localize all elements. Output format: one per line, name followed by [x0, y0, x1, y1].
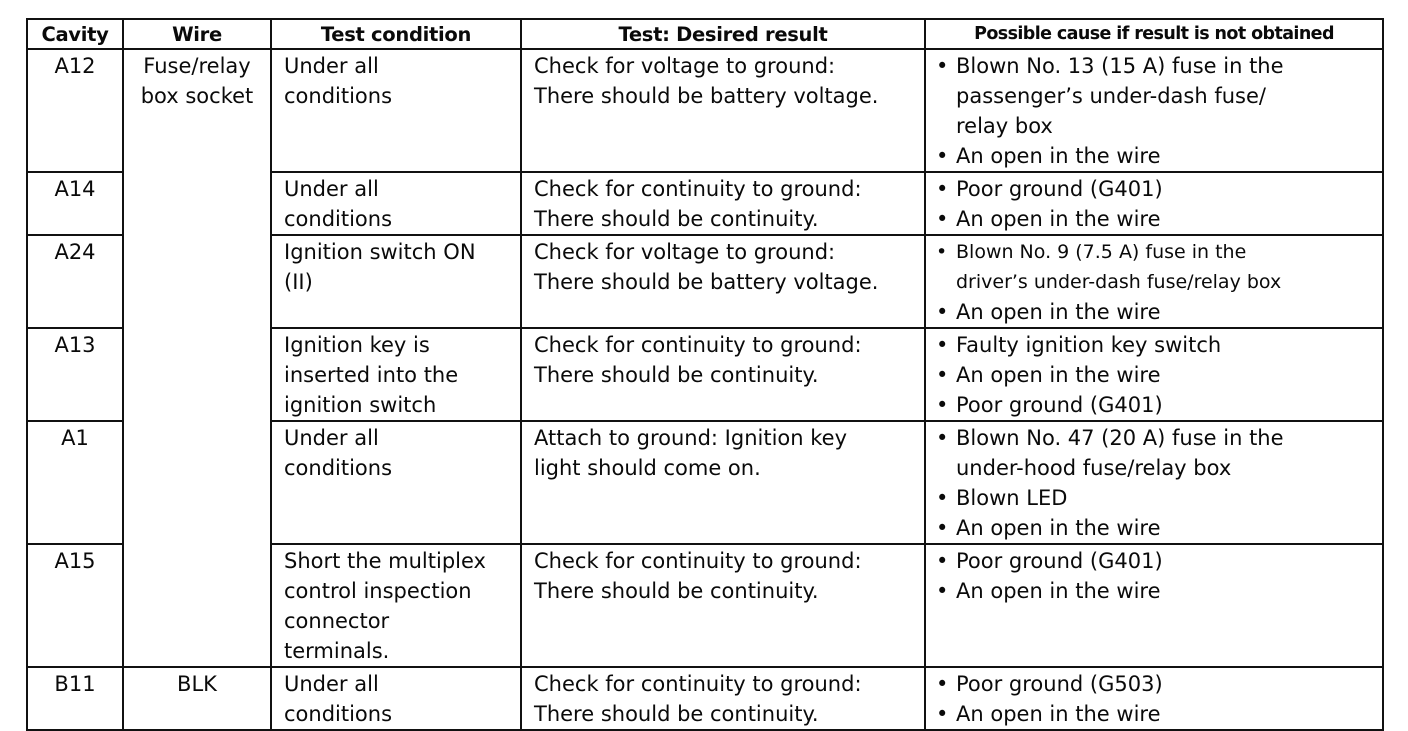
condition-cell — [271, 667, 521, 730]
cause-line — [932, 390, 1380, 420]
result-line: There should be battery voltage. — [534, 270, 879, 294]
cause-line — [932, 237, 1380, 267]
cause-line — [932, 81, 1380, 111]
table-row — [27, 49, 1383, 172]
cause-text: Blown No. 13 (15 A) fuse in the — [956, 54, 1284, 78]
condition-line: conditions — [284, 456, 393, 480]
wire-line: box socket — [140, 84, 254, 108]
cause-text: Poor ground (G401) — [956, 177, 1163, 201]
bullet-icon: • — [936, 426, 949, 450]
cause-line — [932, 576, 1380, 606]
cause-text: An open in the wire — [956, 207, 1161, 231]
result-cell — [521, 667, 925, 730]
condition-line: Under all — [284, 672, 379, 696]
condition-line: conditions — [284, 207, 393, 231]
condition-line: inserted into the — [284, 363, 459, 387]
table-row — [27, 667, 1383, 730]
condition-line: Short the multiplex — [284, 549, 486, 573]
condition-cell — [271, 172, 521, 235]
condition-cell — [271, 421, 521, 544]
result-line: There should be battery voltage. — [534, 84, 879, 108]
result-cell — [521, 544, 925, 667]
cause-line — [932, 546, 1380, 576]
troubleshooting-table — [26, 18, 1384, 731]
condition-cell — [271, 235, 521, 328]
result-line: Check for voltage to ground: — [534, 240, 836, 264]
result-line: There should be continuity. — [534, 579, 819, 603]
cause-line — [932, 669, 1380, 699]
bullet-icon: • — [936, 144, 949, 168]
cause-cell — [925, 544, 1383, 667]
cause-text: An open in the wire — [956, 363, 1161, 387]
cavity-cell: A13 — [27, 328, 123, 421]
cause-text: under-hood fuse/relay box — [956, 456, 1232, 480]
cause-text: passenger’s under-dash fuse/ — [956, 84, 1266, 108]
cavity-cell: A1 — [27, 421, 123, 544]
bullet-icon: • — [936, 516, 949, 540]
result-cell — [521, 235, 925, 328]
bullet-icon: • — [936, 672, 949, 696]
result-line: Check for continuity to ground: — [534, 333, 862, 357]
cause-text: An open in the wire — [956, 516, 1161, 540]
header-wire: Wire — [123, 19, 271, 49]
cause-line — [932, 360, 1380, 390]
bullet-icon: • — [936, 363, 949, 387]
condition-cell — [271, 544, 521, 667]
cause-cell — [925, 49, 1383, 172]
cause-text: driver’s under-dash fuse/relay box — [956, 271, 1282, 293]
bullet-icon: • — [936, 549, 949, 573]
bullet-icon: • — [936, 241, 948, 263]
cause-text: Poor ground (G503) — [956, 672, 1163, 696]
cause-text: An open in the wire — [956, 702, 1161, 726]
cause-line — [932, 699, 1380, 729]
condition-line: Ignition key is — [284, 333, 430, 357]
header-desired-result: Test: Desired result — [521, 19, 925, 49]
cause-cell — [925, 235, 1383, 328]
condition-line: Under all — [284, 177, 379, 201]
bullet-icon: • — [936, 207, 949, 231]
cause-text: Blown No. 9 (7.5 A) fuse in the — [956, 241, 1247, 263]
result-line: Check for continuity to ground: — [534, 549, 862, 573]
condition-line: (II) — [284, 270, 313, 294]
cause-text: An open in the wire — [956, 144, 1161, 168]
bullet-icon: • — [936, 300, 949, 324]
condition-line: terminals. — [284, 639, 390, 663]
cause-text: Poor ground (G401) — [956, 549, 1163, 573]
result-cell — [521, 421, 925, 544]
result-line: There should be continuity. — [534, 363, 819, 387]
bullet-icon: • — [936, 702, 949, 726]
cause-line — [932, 141, 1380, 171]
cause-text: Blown LED — [956, 486, 1068, 510]
cause-line — [932, 513, 1380, 543]
result-cell — [521, 49, 925, 172]
cause-line — [932, 330, 1380, 360]
header-possible-cause: Possible cause if result is not obtained — [925, 19, 1383, 49]
wire-line: Fuse/relay — [143, 54, 251, 78]
condition-line: Under all — [284, 426, 379, 450]
header-test-condition: Test condition — [271, 19, 521, 49]
result-line: There should be continuity. — [534, 207, 819, 231]
cause-line — [932, 111, 1380, 141]
condition-line: Ignition switch ON — [284, 240, 476, 264]
cause-cell — [925, 421, 1383, 544]
result-line: light should come on. — [534, 456, 761, 480]
result-line: Check for continuity to ground: — [534, 177, 862, 201]
bullet-icon: • — [936, 54, 949, 78]
cause-line — [932, 297, 1380, 327]
cause-line — [932, 483, 1380, 513]
result-line: Check for continuity to ground: — [534, 672, 862, 696]
wire-cell: BLK — [123, 667, 271, 730]
bullet-icon: • — [936, 333, 949, 357]
condition-line: connector — [284, 609, 390, 633]
condition-line: ignition switch — [284, 393, 437, 417]
condition-cell — [271, 49, 521, 172]
bullet-icon: • — [936, 579, 949, 603]
result-line: Check for voltage to ground: — [534, 54, 836, 78]
result-cell — [521, 172, 925, 235]
cause-line — [932, 267, 1380, 297]
cause-text: relay box — [956, 114, 1053, 138]
condition-line: Under all — [284, 54, 379, 78]
cause-cell — [925, 328, 1383, 421]
condition-cell — [271, 328, 521, 421]
cavity-cell: A12 — [27, 49, 123, 172]
header-cavity: Cavity — [27, 19, 123, 49]
result-cell — [521, 328, 925, 421]
bullet-icon: • — [936, 393, 949, 417]
cavity-cell: A24 — [27, 235, 123, 328]
cause-text: Blown No. 47 (20 A) fuse in the — [956, 426, 1284, 450]
result-line: Attach to ground: Ignition key — [534, 426, 848, 450]
cause-line — [932, 174, 1380, 204]
cause-text: Faulty ignition key switch — [956, 333, 1222, 357]
cavity-cell: B11 — [27, 667, 123, 730]
condition-line: conditions — [284, 702, 393, 726]
cavity-cell: A15 — [27, 544, 123, 667]
cause-cell — [925, 667, 1383, 730]
cause-text: An open in the wire — [956, 300, 1161, 324]
cause-line — [932, 453, 1380, 483]
bullet-icon: • — [936, 486, 949, 510]
header-row — [27, 19, 1383, 49]
cause-cell — [925, 172, 1383, 235]
cavity-cell: A14 — [27, 172, 123, 235]
cause-line — [932, 423, 1380, 453]
wire-cell-shared — [123, 49, 271, 667]
result-line: There should be continuity. — [534, 702, 819, 726]
condition-line: control inspection — [284, 579, 472, 603]
cause-text: An open in the wire — [956, 579, 1161, 603]
cause-line — [932, 204, 1380, 234]
bullet-icon: • — [936, 177, 949, 201]
cause-text: Poor ground (G401) — [956, 393, 1163, 417]
condition-line: conditions — [284, 84, 393, 108]
cause-line — [932, 51, 1380, 81]
